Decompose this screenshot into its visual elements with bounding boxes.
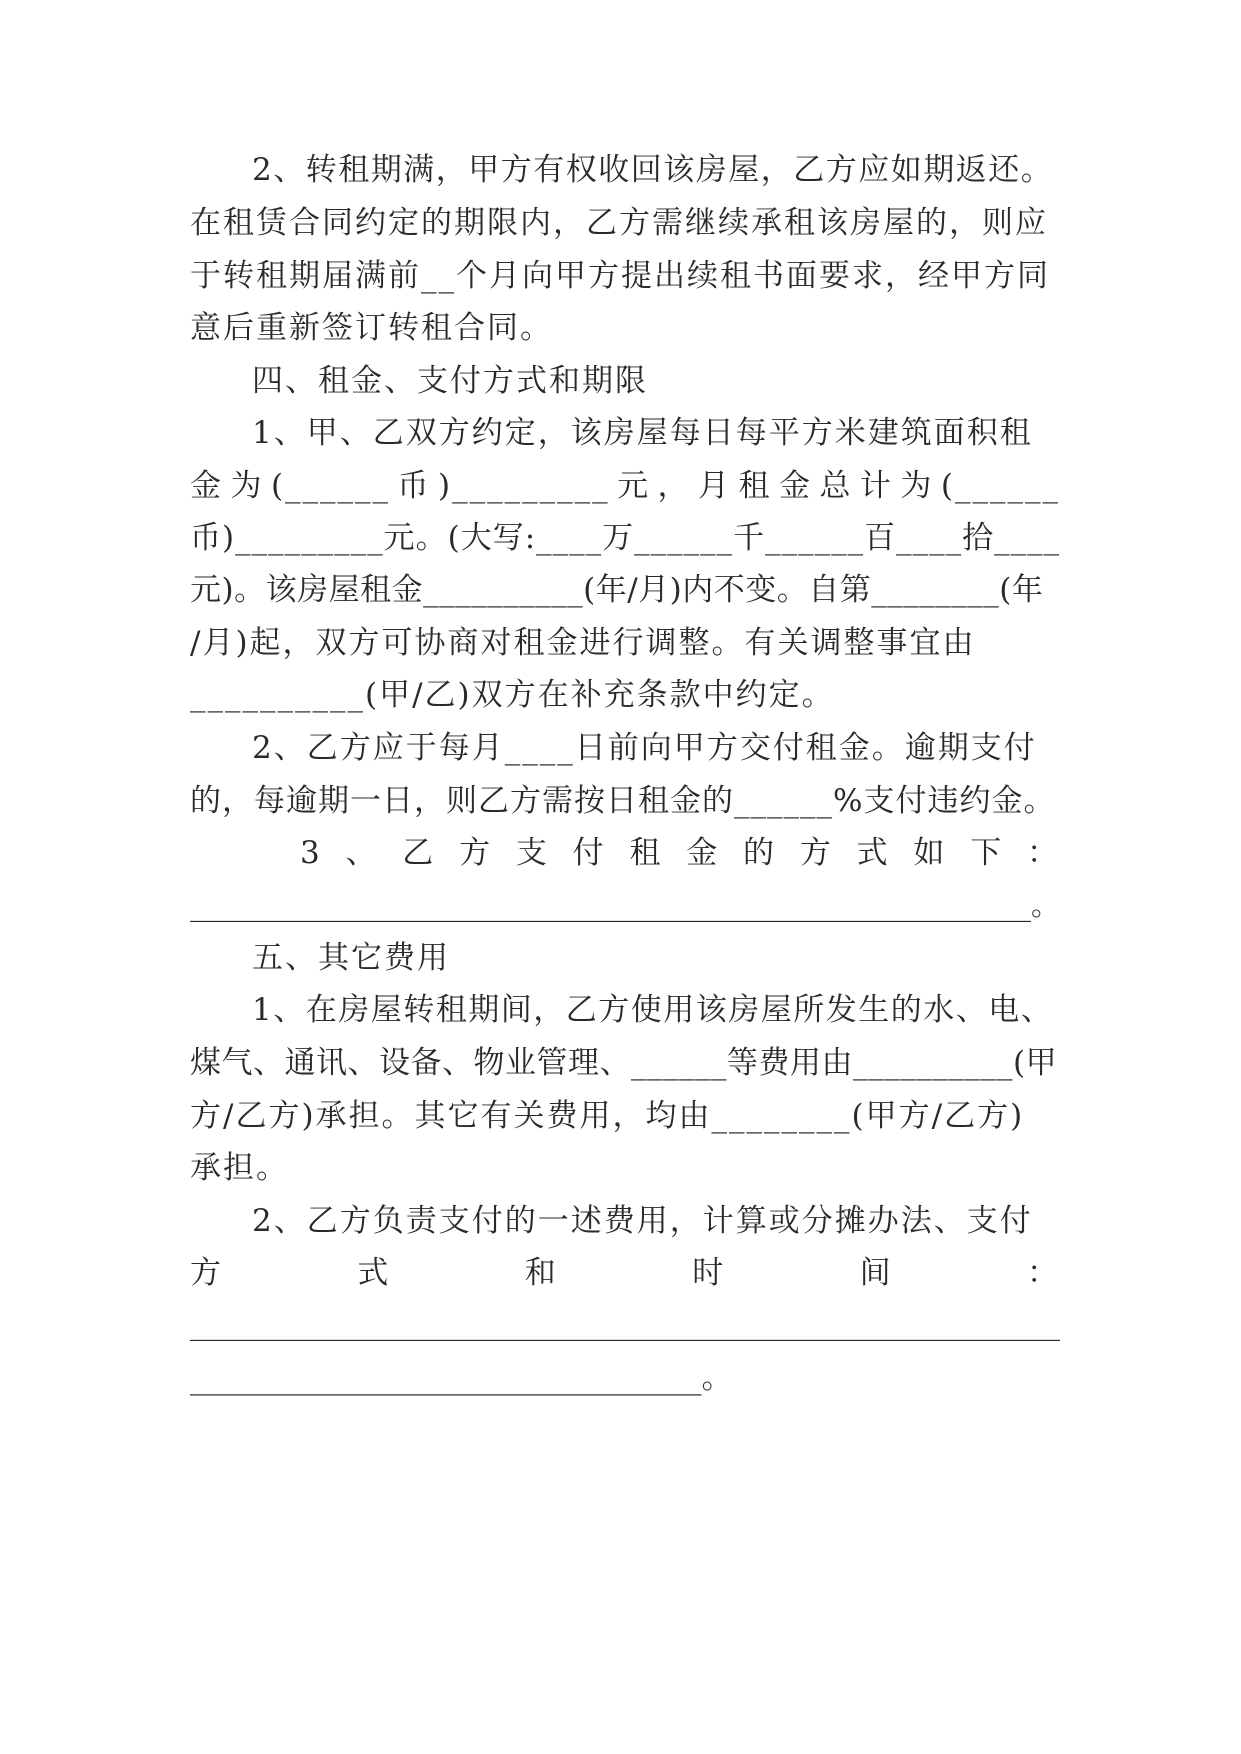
blank-fill-line: _________________________________。 [190,1360,733,1396]
paragraph-line: 1、在房屋转租期间，乙方使用该房屋所发生的水、电、 [252,992,1054,1028]
paragraph-line: 煤气、通讯、设备、物业管理、______等费用由__________(甲 [190,1045,1058,1081]
paragraph-line: 意后重新签订转租合同。 [190,310,553,346]
paragraph-line: 在租赁合同约定的期限内，乙方需继续承租该房屋的，则应 [190,205,1048,241]
paragraph-line: 2、转租期满，甲方有权收回该房屋，乙方应如期返还。 [252,152,1054,188]
section-heading: 四、租金、支付方式和期限 [252,363,648,399]
paragraph-line: 方式和时间： [190,1255,1060,1291]
paragraph-line: /月)起，双方可协商对租金进行调整。有关调整事宜由 [190,625,976,661]
blank-fill-line: __________________________________________________________ [190,1307,1060,1342]
paragraph-line: 于转租期届满前__个月向甲方提出续租书面要求，经甲方同 [190,258,1050,294]
paragraph-line: 的，每逾期一日，则乙方需按日租金的______%支付违约金。 [190,783,1056,819]
paragraph-line: 金为(______币)_________元，月租金总计为(______ [190,468,1060,504]
paragraph-line: 方/乙方)承担。其它有关费用，均由________(甲方/乙方) [190,1098,1025,1134]
paragraph-line: 币)_________元。(大写:____万______千______百____拾____ [190,520,1061,556]
paragraph-line: 2、乙方负责支付的一述费用，计算或分摊办法、支付 [252,1203,1033,1239]
paragraph-line: 3、乙方支付租金的方式如下： [300,835,1060,871]
paragraph-line: 元)。该房屋租金__________(年/月)内不变。自第________(年 [190,572,1044,608]
blank-fill-line: __________________________________________________________。 [190,888,1061,922]
paragraph-line: __________(甲/乙)双方在补充条款中约定。 [190,677,835,713]
paragraph-line: 承担。 [190,1150,289,1186]
paragraph-line: 2、乙方应于每月____日前向甲方交付租金。逾期支付 [252,730,1037,766]
paragraph-line: 1、甲、乙双方约定，该房屋每日每平方米建筑面积租 [252,415,1033,451]
section-heading: 五、其它费用 [252,940,450,976]
